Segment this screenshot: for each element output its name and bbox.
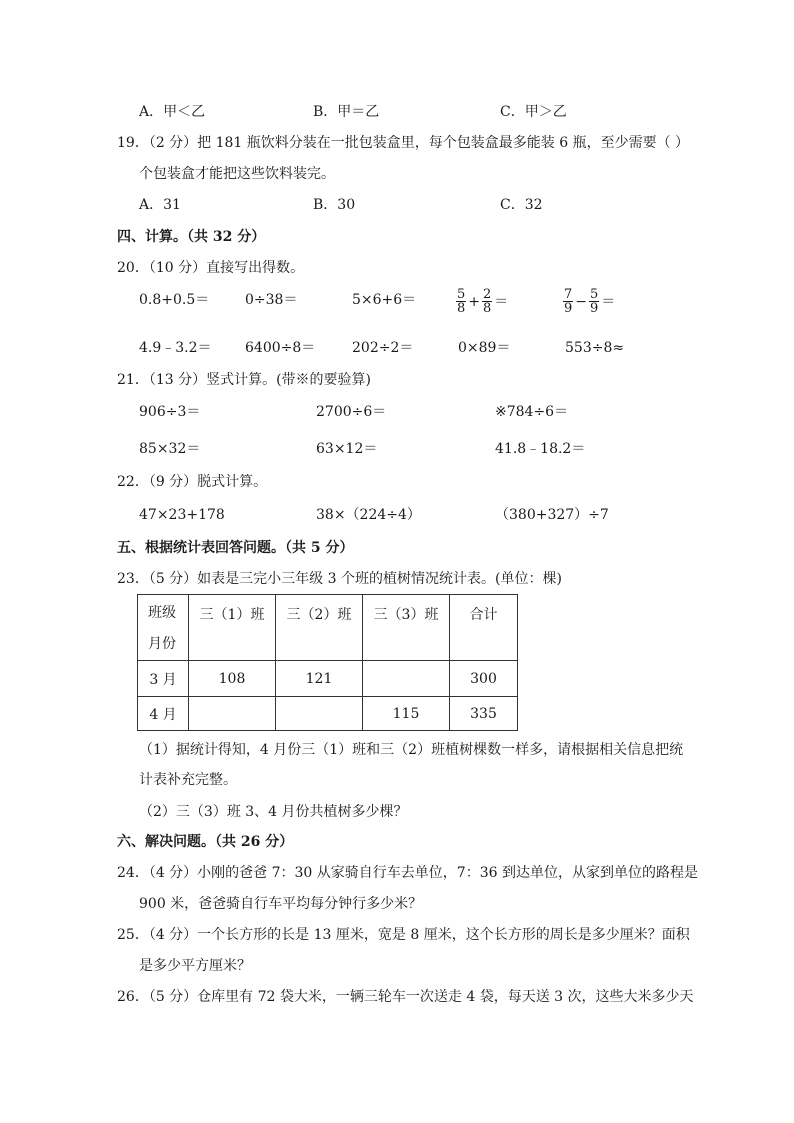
q21-title: 21．（13 分）竖式计算。(带※的要验算) — [117, 372, 372, 388]
table-cell-month: 4 月 — [138, 697, 189, 731]
q18-option-b: B．甲＝乙 — [313, 104, 380, 120]
section4-title: 四、计算。（共 32 分） — [117, 229, 266, 245]
q20-item: 4.9﹣3.2＝ — [139, 340, 212, 356]
q20-item: 5×6+6＝ — [352, 292, 417, 308]
q18-option-a: A．甲＜乙 — [139, 104, 206, 120]
q23-title: 23．（5 分）如表是三完小三年级 3 个班的植树情况统计表。(单位：棵) — [117, 571, 562, 587]
q20-item: 0.8+0.5＝ — [139, 292, 210, 308]
q21-item: 63×12＝ — [316, 441, 378, 457]
table-corner-header: 班级 月份 — [138, 595, 189, 661]
table-header: 合计 — [450, 595, 518, 661]
q23-sub1-line2: 计表补充完整。 — [139, 772, 237, 788]
q19-option-a: A．31 — [139, 197, 181, 213]
table-cell — [363, 661, 450, 697]
q22-title: 22．（9 分）脱式计算。 — [117, 474, 268, 490]
table-cell: 108 — [189, 661, 276, 697]
fraction: $\frac{5}{8}$ — [457, 287, 466, 316]
q24-line1: 24．（4 分）小刚的爸爸 7：30 从家骑自行车去单位，7：36 到达单位，从家到单位的路程是 — [117, 865, 698, 881]
tree-planting-table — [137, 594, 518, 731]
table-cell-month: 3 月 — [138, 661, 189, 697]
q22-item: 47×23+178 — [139, 507, 225, 523]
q19-text-line2: 个包装盒才能把这些饮料装完。 — [139, 166, 335, 182]
table-row — [138, 697, 518, 731]
table-cell — [189, 697, 276, 731]
section5-title: 五、根据统计表回答问题。（共 5 分） — [117, 540, 354, 556]
q22-item: （380+327）÷7 — [495, 507, 609, 523]
q19-option-b: B．30 — [313, 197, 356, 213]
table-header: 三（3）班 — [363, 595, 450, 661]
table-row — [138, 661, 518, 697]
q20-item: 6400÷8＝ — [245, 340, 316, 356]
q25-line1: 25．（4 分）一个长方形的长是 13 厘米，宽是 8 厘米，这个长方形的周长是多少厘米？面积 — [117, 927, 690, 943]
table-cell: 300 — [450, 661, 518, 697]
table-header: 三（2）班 — [276, 595, 363, 661]
fraction: $\frac{5}{9}$ — [590, 287, 599, 316]
q20-item: 0÷38＝ — [245, 292, 298, 308]
fraction: $\frac{2}{8}$ — [483, 287, 492, 316]
q20-title: 20．（10 分）直接写出得数。 — [117, 260, 305, 276]
q22-item: 38×（224÷4） — [316, 507, 421, 523]
q19-text-line1: 19．（2 分）把 181 瓶饮料分装在一批包装盒里，每个包装盒最多能装 6 瓶，至少需要（ ） — [117, 135, 690, 151]
table-cell: 115 — [363, 697, 450, 731]
q21-item: 85×32＝ — [139, 441, 201, 457]
table-cell: 121 — [276, 661, 363, 697]
q21-item: 2700÷6＝ — [316, 404, 387, 420]
q23-sub2: （2）三（3）班 3、4 月份共植树多少棵？ — [139, 804, 408, 820]
q24-line2: 900 米，爸爸骑自行车平均每分钟行多少米？ — [139, 896, 423, 912]
section6-title: 六、解决问题。（共 26 分） — [117, 834, 294, 850]
q26-line1: 26．（5 分）仓库里有 72 袋大米，一辆三轮车一次送走 4 袋，每天送 3 次，这些大米多少天 — [117, 989, 694, 1005]
q20-item: 0×89＝ — [458, 340, 511, 356]
q20-fraction-expr-1: $\frac{5}{8}$ + $\frac{2}{8}$ ＝ — [457, 287, 509, 316]
q20-fraction-expr-2: $\frac{7}{9}$ − $\frac{5}{9}$ ＝ — [564, 287, 616, 316]
table-cell — [276, 697, 363, 731]
table-header: 三（1）班 — [189, 595, 276, 661]
q21-item: 906÷3＝ — [139, 404, 201, 420]
q23-sub1-line1: （1）据统计得知，4 月份三（1）班和三（2）班植树棵数一样多，请根据相关信息把统 — [139, 742, 684, 758]
table-cell: 335 — [450, 697, 518, 731]
q21-item: 41.8﹣18.2＝ — [495, 441, 586, 457]
q25-line2: 是多少平方厘米？ — [139, 958, 251, 974]
q20-item: 202÷2＝ — [352, 340, 414, 356]
fraction: $\frac{7}{9}$ — [564, 287, 573, 316]
q21-item: ※784÷6＝ — [495, 404, 569, 420]
q19-option-c: C．32 — [500, 197, 543, 213]
q20-item: 553÷8≈ — [565, 340, 625, 356]
q18-option-c: C．甲＞乙 — [500, 104, 567, 120]
